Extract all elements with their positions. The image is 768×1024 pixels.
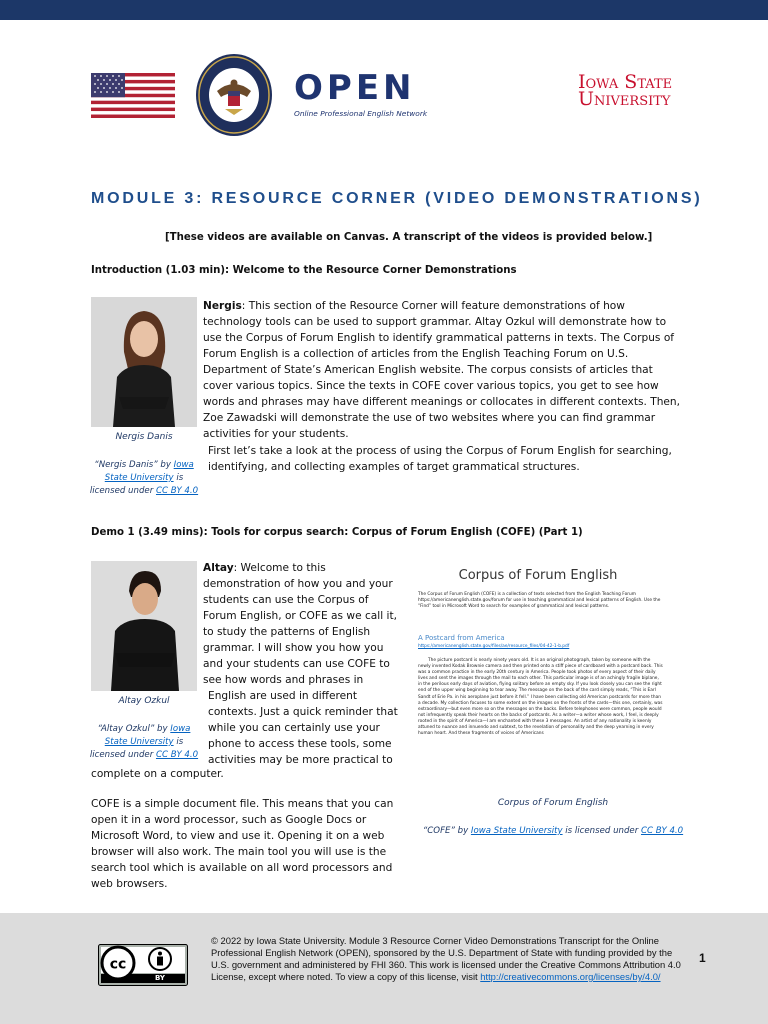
svg-text:cc: cc (109, 956, 127, 973)
cofe-attribution-isu-link[interactable]: Iowa State University (470, 826, 563, 836)
page-number: 1 (699, 951, 706, 965)
nergis-photo (91, 297, 197, 427)
footer-license-link[interactable]: http://creativecommons.org/licenses/by/4.0/ (480, 971, 661, 982)
nergis-attribution-quote: “Nergis Danis” by (94, 460, 174, 470)
intro-paragraph-1-text: : This section of the Resource Corner will feature demonstrations of how technology tools can be used to support grammar. Altay Ozkul will demonstrate how to use the Corpus of Forum English to identify grammatical patterns in texts. The Corpus of Forum English is a collection of articles from the English Teaching Forum on U.S. Department of State’s American English website. The corpus consists of articles that cover various topics. Since the texts in COFE cover various topics, you get to see how words and phrases may have different meanings or collocates in different contexts. Then, Zoe Zawadski will demonstrate the use of two websites where you can find grammar activities for your students. (203, 300, 681, 440)
demo1-heading: Demo 1 (3.49 mins): Tools for corpus search: Corpus of Forum English (COFE) (Part 1) (91, 527, 583, 538)
demo1-line-5: to study the patterns of English (203, 626, 371, 638)
open-logo (294, 68, 444, 122)
footer-copyright-text (211, 935, 681, 983)
cofe-document-image (402, 562, 674, 786)
availability-notice: [These videos are available on Canvas. A transcript of the videos is provided below.] (165, 232, 653, 243)
demo1-line-1-text: : Welcome to this (233, 562, 326, 574)
cofe-article-url: https://americanenglish.state.gov/files/ae/resource_files/04-42-1-b.pdf (418, 644, 570, 649)
intro-paragraph-2: First let’s take a look at the process of using the Corpus of Forum English for searching, identifying, and collecting examples of target grammatical structures. (208, 445, 672, 473)
speaker-nergis: Nergis (203, 300, 242, 312)
department-of-state-seal (195, 53, 273, 137)
demo1-line-11: while you can certainly use your (208, 722, 380, 734)
demo1-line-2: demonstration of how you and your (203, 578, 393, 590)
cofe-intro-text: The Corpus of Forum English (COFE) is a collection of texts selected from the English Teaching Forum https://americanenglish.state.gov/forum for use in teaching grammatical and lexical patterns of English. Use the “Find” tool in Microsoft Word to search for examples of grammatical and lexical patterns. (418, 592, 661, 609)
us-flag-logo (91, 73, 175, 118)
cofe-subheading: A Postcard from America (418, 634, 505, 642)
demo1-line-4: Forum English, or COFE as we call it, (203, 610, 397, 622)
altay-attribution (88, 723, 200, 762)
nergis-attribution-license-link[interactable]: CC BY 4.0 (155, 486, 199, 496)
altay-photo-caption: Altay Ozkul (118, 696, 170, 706)
altay-photo (91, 561, 197, 691)
open-logo-word: OPEN (294, 68, 416, 108)
isu-logo-line-2: University (578, 88, 671, 110)
demo1-line-1 (203, 560, 398, 576)
intro-heading: Introduction (1.03 min): Welcome to the Resource Corner Demonstrations (91, 265, 517, 276)
cofe-attribution-mid: is licensed under (562, 826, 641, 836)
demo1-line-9: English are used in different (208, 690, 357, 702)
isu-logo-line-1: Iowa State (578, 71, 673, 93)
open-logo-subtitle: Online Professional English Network (294, 109, 428, 118)
demo1-line-3: students can use the Corpus of (203, 594, 369, 606)
cofe-attribution-quote: “COFE” by (422, 826, 471, 836)
demo1-line-12: phone to access these tools, some (208, 738, 392, 750)
footer-copyright-body: © 2022 by Iowa State University. Module 3 Resource Corner Video Demonstrations Transcript for the Online Professional English Network (OPEN), sponsored by the U.S. Department of State with funding provided by the U.S. government and administered by FHI 360. This work is licensed under the Creative Commons Attribution 4.0 License, except where noted. To view a copy of this license, visit (211, 935, 681, 982)
demo1-paragraph-1-indent (208, 688, 398, 768)
demo1-line-13: activities may be more practical to (208, 754, 393, 766)
intro-paragraph-1 (203, 298, 681, 442)
nergis-attribution (88, 459, 200, 498)
module-title: MODULE 3: RESOURCE CORNER (VIDEO DEMONSTRATIONS) (91, 190, 703, 207)
demo1-paragraph-1-col (203, 560, 398, 688)
nergis-attribution-mid: is licensed under (89, 473, 184, 496)
cofe-attribution-license-link[interactable]: CC BY 4.0 (640, 826, 684, 836)
demo1-line-14: complete on a computer. (91, 768, 224, 780)
altay-attribution-license-link[interactable]: CC BY 4.0 (155, 750, 199, 760)
altay-attribution-isu-link[interactable]: Iowa State University (104, 724, 191, 747)
cofe-title: Corpus of Forum English (458, 568, 618, 583)
cc-by-label: BY (154, 974, 166, 982)
altay-attribution-mid: is licensed under (89, 737, 184, 760)
demo1-line-8: see how words and phrases in (203, 674, 364, 686)
altay-attribution-quote: “Altay Ozkul” by (97, 724, 171, 734)
top-color-bar (0, 0, 768, 20)
cofe-caption: Corpus of Forum English (497, 798, 609, 808)
speaker-altay: Altay (203, 562, 234, 574)
iowa-state-logo (578, 71, 698, 114)
demo1-paragraph-2: COFE is a simple document file. This means that you can open it in a word processor, such as Google Docs or Microsoft Word, to view and use it. Opening it on a web browser will also work. The main tool you will use is the search tool which is available on all word processors and web browsers. (91, 798, 394, 890)
nergis-photo-caption: Nergis Danis (115, 432, 173, 442)
cc-by-license-badge[interactable] (98, 944, 188, 986)
demo1-line-6: grammar. I will show you how you (203, 642, 384, 654)
nergis-attribution-isu-link[interactable]: Iowa State University (104, 460, 194, 483)
cofe-attribution (402, 825, 704, 838)
demo1-line-10: contexts. Just a quick reminder that (208, 706, 398, 718)
cofe-article-body: The picture postcard is nearly ninety years old. It is an original photograph, taken by someone with the newly invented Kodak Brownie camera and then printed onto a stiff piece of cardboard with a postcard back. This was a common practice in the early 20th century in America. People took photos of every aspect of their daily lives and sent the images through the mail to each other. This particular image is of an achingly fragile biplane, in the perilous early days of aviation, flying solitary before an empty sky. If you look closely you can see the right end of the upper wing beginning to tear away. The message on the back of the card simply reads, “This is Earl Sandt of Erie Pa. in his aeroplane just before it fell.” I have been collecting old American postcards for more than a decade. My collection focuses to some extent on the images on the fronts of the cards—this one, certainly, was extraordinary—but even more so on the messages on the backs. Before telephones were common, people would not infrequently speak their hearts on the backs of postcards. As a writer—a writer whose work, I feel, is deeply rooted in the spirit of America—I am enchanted with these 3 messages. An artist of any nationality is keenly attuned to nuance and innuendo and subtext, to the revelation of personality and the deep yearning in every human heart. And these fragments of voices of Americans (418, 658, 663, 737)
demo1-line-7: and your students can use COFE to (203, 658, 390, 670)
